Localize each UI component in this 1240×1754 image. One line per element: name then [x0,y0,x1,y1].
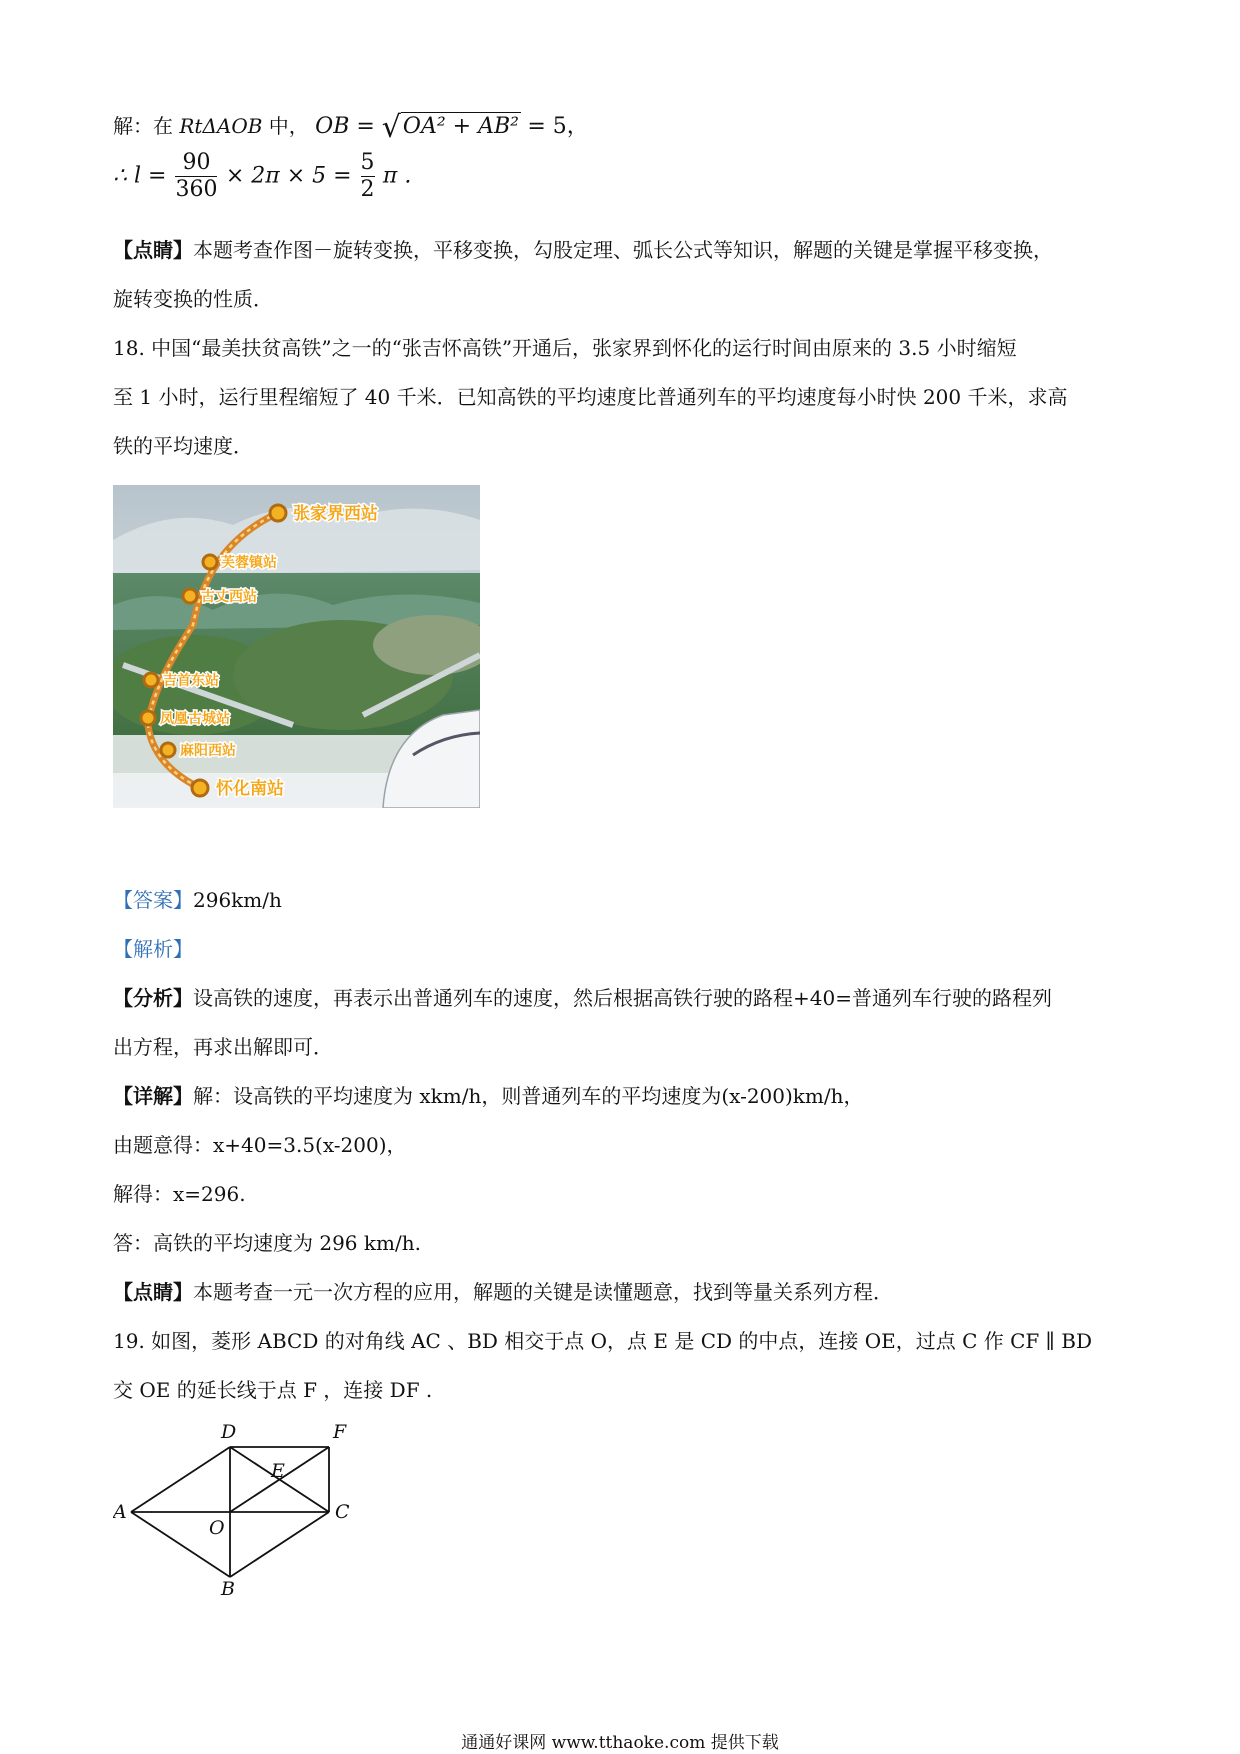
q18-line-1: 18. 中国“最美扶贫高铁”之一的“张吉怀高铁”开通后，张家界到怀化的运行时间由原来的 3.5 小时缩短 [113,336,1017,360]
answer-tag: 【答案】 [113,888,193,912]
station-label: 古丈西站 [201,589,257,605]
edge-ad [131,1447,230,1512]
station-label: 吉首东站 [163,673,219,689]
label-b: B [221,1578,235,1600]
math-triangle: RtΔAOB [179,114,263,138]
dianjing-tag: 【点睛】 [113,238,193,262]
rhombus-svg [113,1410,393,1600]
math-end: π . [382,163,412,189]
rhombus-figure [113,1410,393,1600]
dianjing-text: 本题考查作图－旋转变换，平移变换，勾股定理、弧长公式等知识，解题的关键是掌握平移变换， [193,238,1053,262]
xiangjie-text: 解：设高铁的平均速度为 xkm/h，则普通列车的平均速度为(x-200)km/h， [193,1084,864,1108]
dianjing-1-line-2 [113,285,273,313]
rail-route-image [113,485,480,808]
station-label: 麻阳西站 [180,743,236,759]
math-mid: × 2π × 5 = [225,163,359,189]
edge-cb [230,1512,329,1577]
frac-den: 2 [360,177,375,202]
solution-line-2 [113,150,411,206]
dianjing-1-line-1 [113,236,1053,264]
solution-text: 中， [268,114,309,138]
label-e: E [271,1460,285,1482]
q18-line-2: 至 1 小时，运行里程缩短了 40 千米．已知高铁的平均速度比普通列车的平均速度每小时快 200 千米，求高 [113,385,1068,409]
label-c: C [335,1501,350,1523]
math-ob: OB = [315,114,382,139]
jiexi-line [113,935,193,963]
jiexi-tag: 【解析】 [113,937,193,961]
q18-line-3: 铁的平均速度． [113,434,253,458]
station-label: 凤凰古城站 [160,711,230,727]
station-label: 张家界西站 [293,504,378,524]
dianjing-2-line [113,1278,893,1306]
q19-line-1: 19. 如图，菱形 ABCD 的对角线 AC 、BD 相交于点 O，点 E 是 CD 的中点，连接 OE，过点 C 作 CF ∥ BD [113,1329,1092,1353]
station-label: 芙蓉镇站 [221,555,277,571]
rail-route-svg [113,485,480,808]
frac-den: 360 [175,177,218,202]
label-a: A [113,1501,127,1523]
fenxi-line-2: 出方程，再求出解即可． [113,1035,333,1059]
fraction-5-2 [361,150,375,203]
xiangjie-tag: 【详解】 [113,1084,193,1108]
q19-line-2: 交 OE 的延长线于点 F ，连接 DF . [113,1378,433,1402]
frac-num: 90 [175,150,217,177]
xiangjie-line-1 [113,1082,864,1110]
math-l: ∴ l = [113,163,174,189]
answer-value: 296km/h [193,888,282,912]
label-f: F [333,1421,347,1443]
fenxi-text: 设高铁的速度，再表示出普通列车的速度，然后根据高铁行驶的路程+40=普通列车行驶的路程列 [193,986,1052,1010]
fenxi-tag: 【分析】 [113,986,193,1010]
frac-num: 5 [360,150,375,175]
sqrt-sign: √ [381,110,401,145]
conclusion-line: 答：高铁的平均速度为 296 km/h. [113,1231,421,1255]
dianjing-tag: 【点睛】 [113,1280,193,1304]
dianjing-text: 旋转变换的性质． [113,287,273,311]
equation-line: 由题意得：x+40=3.5(x-200)， [113,1133,407,1157]
label-d: D [221,1421,237,1443]
footer: 通通好课网 www.tthaoke.com 提供下载 [461,1733,779,1753]
fraction-90-360 [175,150,217,203]
solution-line-1 [113,110,589,145]
math-sqrt-content: OA² + AB² [402,114,519,139]
dianjing-text: 本题考查一元一次方程的应用，解题的关键是读懂题意，找到等量关系列方程． [193,1280,893,1304]
station-label: 怀化南站 [216,779,284,799]
solution-text: 解：在 [113,114,173,138]
math-result: = 5， [527,114,589,139]
answer-line [113,886,282,914]
fenxi-line-1 [113,984,1052,1012]
solve-line: 解得：x=296. [113,1182,246,1206]
label-o: O [209,1517,225,1539]
